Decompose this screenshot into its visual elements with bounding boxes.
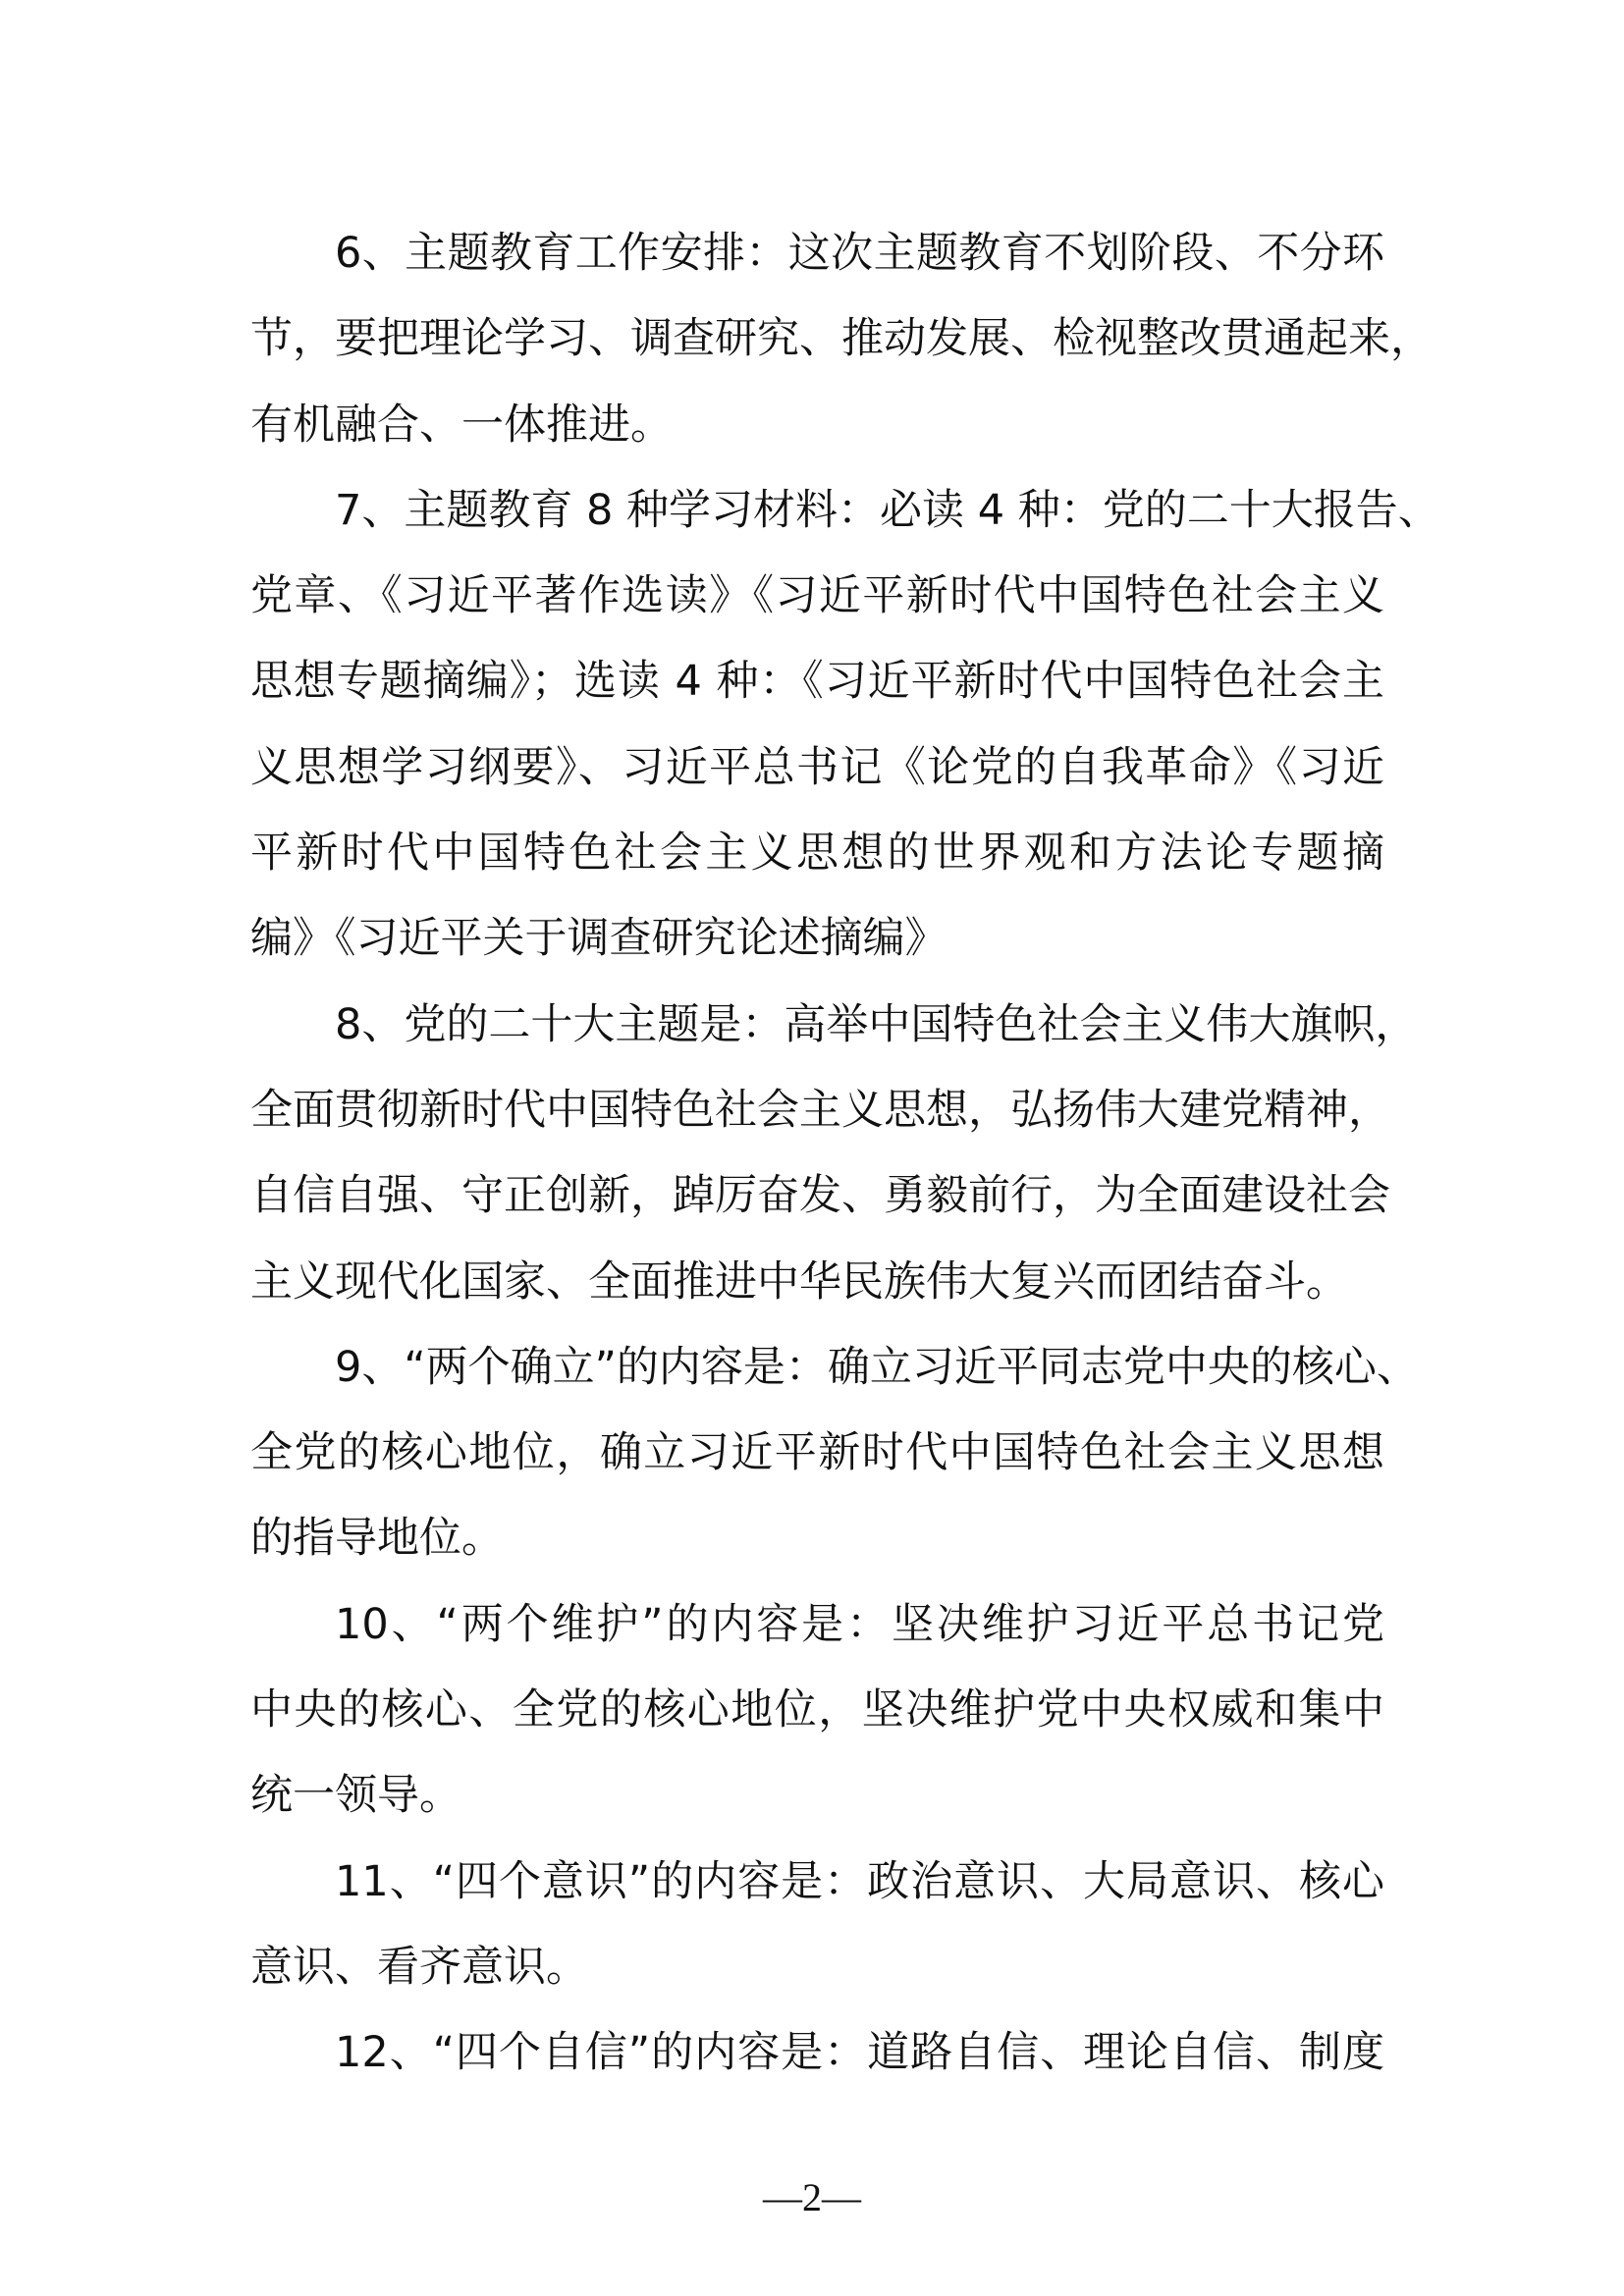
text-line: 8、党的二十大主题是：高举中国特色社会主义伟大旗帜， xyxy=(335,999,1418,1049)
paragraph xyxy=(250,1325,1419,1582)
paragraph xyxy=(250,211,1433,468)
text-line: 自信自强、守正创新，踔厉奋发、勇毅前行，为全面建设社会 xyxy=(250,1171,1390,1221)
text-line: 中央的核心、全党的核心地位，坚决维护党中央权威和集中 xyxy=(250,1685,1384,1735)
paragraph xyxy=(250,2010,1384,2096)
paragraph xyxy=(250,468,1440,983)
document-body xyxy=(250,211,1440,2097)
page-number: —2— xyxy=(763,2175,861,2219)
paragraph xyxy=(250,1840,1384,2011)
text-line: 全党的核心地位，确立习近平新时代中国特色社会主义思想 xyxy=(250,1428,1384,1478)
text-line: 6、主题教育工作安排：这次主题教育不划阶段、不分环 xyxy=(335,229,1384,278)
text-line: 12、“四个自信”的内容是：道路自信、理论自信、制度 xyxy=(335,2028,1384,2078)
text-line: 9、“两个确立”的内容是：确立习近平同志党中央的核心、 xyxy=(335,1342,1419,1392)
paragraph xyxy=(250,1582,1384,1840)
text-line: 统一领导。 xyxy=(250,1771,461,1821)
text-line: 思想专题摘编》；选读 4 种：《习近平新时代中国特色社会主 xyxy=(250,657,1384,707)
text-line: 意识、看齐意识。 xyxy=(250,1942,588,1992)
text-line: 节，要把理论学习、调查研究、推动发展、检视整改贯通起来， xyxy=(250,314,1433,364)
text-line: 7、主题教育 8 种学习材料：必读 4 种：党的二十大报告、 xyxy=(335,485,1440,535)
text-line: 有机融合、一体推进。 xyxy=(250,400,673,450)
text-line: 党章、《习近平著作选读》《习近平新时代中国特色社会主义 xyxy=(250,571,1384,621)
text-line: 义思想学习纲要》、习近平总书记《论党的自我革命》《习近 xyxy=(250,742,1384,792)
text-line: 的指导地位。 xyxy=(250,1514,504,1564)
text-line: 全面贯彻新时代中国特色社会主义思想，弘扬伟大建党精神， xyxy=(250,1085,1390,1135)
text-line: 主义现代化国家、全面推进中华民族伟大复兴而团结奋斗。 xyxy=(250,1256,1348,1307)
text-line: 11、“四个意识”的内容是：政治意识、大局意识、核心 xyxy=(335,1856,1384,1906)
text-line: 编》《习近平关于调查研究论述摘编》 xyxy=(250,914,947,964)
text-line: 平新时代中国特色社会主义思想的世界观和方法论专题摘 xyxy=(250,828,1384,879)
paragraph xyxy=(250,983,1418,1325)
text-line: 10、“两个维护”的内容是：坚决维护习近平总书记党 xyxy=(335,1599,1384,1649)
